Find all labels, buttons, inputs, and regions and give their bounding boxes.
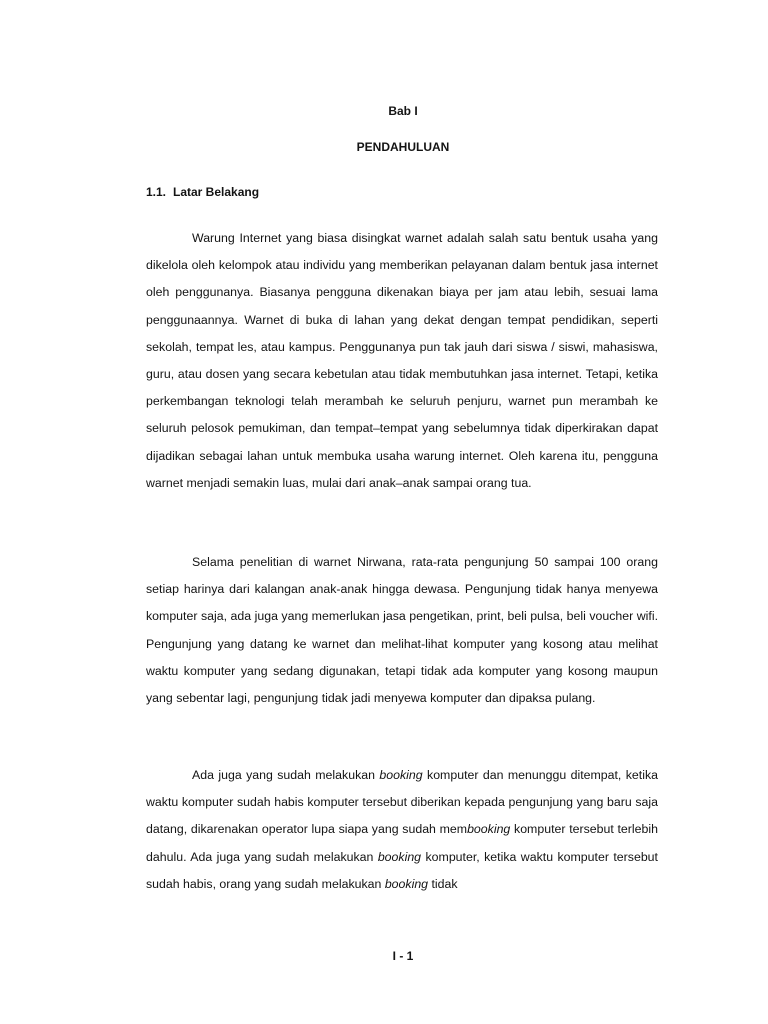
paragraph-text xyxy=(146,762,658,898)
italic-term-booking: booking xyxy=(379,768,423,782)
paragraph-text: Selama penelitian di warnet Nirwana, rata-rata pengunjung 50 sampai 100 orang setiap harinya dari kalangan anak-anak hingga dewasa. Pengunjung tidak hanya menyewa komputer saja, ada juga yang memerlukan jasa pengetikan, print, beli pulsa, beli voucher wifi. Pengunjung yang datang ke warnet dan melihat-lihat komputer yang kosong atau melihat waktu komputer yang sedang digunakan, tetapi tidak ada komputer yang kosong maupun yang sebentar lagi, pengunjung tidak jadi menyewa komputer dan dipaksa pulang. xyxy=(146,555,658,706)
italic-term-booking: booking xyxy=(384,876,429,891)
text-segment: tidak xyxy=(428,876,458,891)
chapter-title: PENDAHULUAN xyxy=(356,140,450,154)
section-number: 1.1. xyxy=(146,185,167,199)
section-heading xyxy=(146,184,259,200)
paragraph-2 xyxy=(146,549,658,712)
italic-term-booking: booking xyxy=(377,849,422,864)
paragraph-1 xyxy=(146,225,658,497)
italic-term-booking: booking xyxy=(467,822,511,837)
page-number: I - 1 xyxy=(392,949,414,963)
chapter-number: Bab I xyxy=(388,104,418,118)
paragraph-text: Warung Internet yang biasa disingkat warnet adalah salah satu bentuk usaha yang dikelola oleh kelompok atau individu yang memberikan pelayanan dalam bentuk jasa internet oleh penggunanya. Biasanya pengguna dikenakan biaya per jam atau lebih, sesuai lama penggunaannya. Warnet di buka di lahan yang dekat dengan tempat pendidikan, seperti sekolah, tempat les, atau kampus. Penggunanya pun tak jauh dari siswa / siswi, mahasiswa, guru, atau dosen yang secara kebetulan atau tidak membutuhkan jasa internet. Tetapi, ketika perkembangan teknologi telah merambah ke seluruh penjuru, warnet pun merambah ke seluruh pelosok pemukiman, dan tempat–tempat yang sebelumnya tidak diperkirakan dapat dijadikan sebagai lahan untuk membuka usaha warung internet. Oleh karena itu, pengguna warnet menjadi semakin luas, mulai dari anak–anak sampai orang tua. xyxy=(146,231,658,490)
text-segment: komputer tersebut terlebih dahulu. Ada juga yang sudah melakukan xyxy=(146,822,658,864)
paragraph-3 xyxy=(146,762,658,898)
text-segment: komputer, ketika waktu komputer tersebut sudah habis, orang yang sudah melakukan xyxy=(146,849,658,891)
text-segment: Ada juga yang sudah melakukan xyxy=(192,768,380,782)
text-segment: komputer dan menunggu ditempat, ketika waktu komputer sudah habis komputer tersebut diberikan kepada pengunjung yang baru saja datang, dikarenakan operator lupa siapa yang sudah mem xyxy=(146,768,658,837)
section-title: Latar Belakang xyxy=(173,185,260,199)
